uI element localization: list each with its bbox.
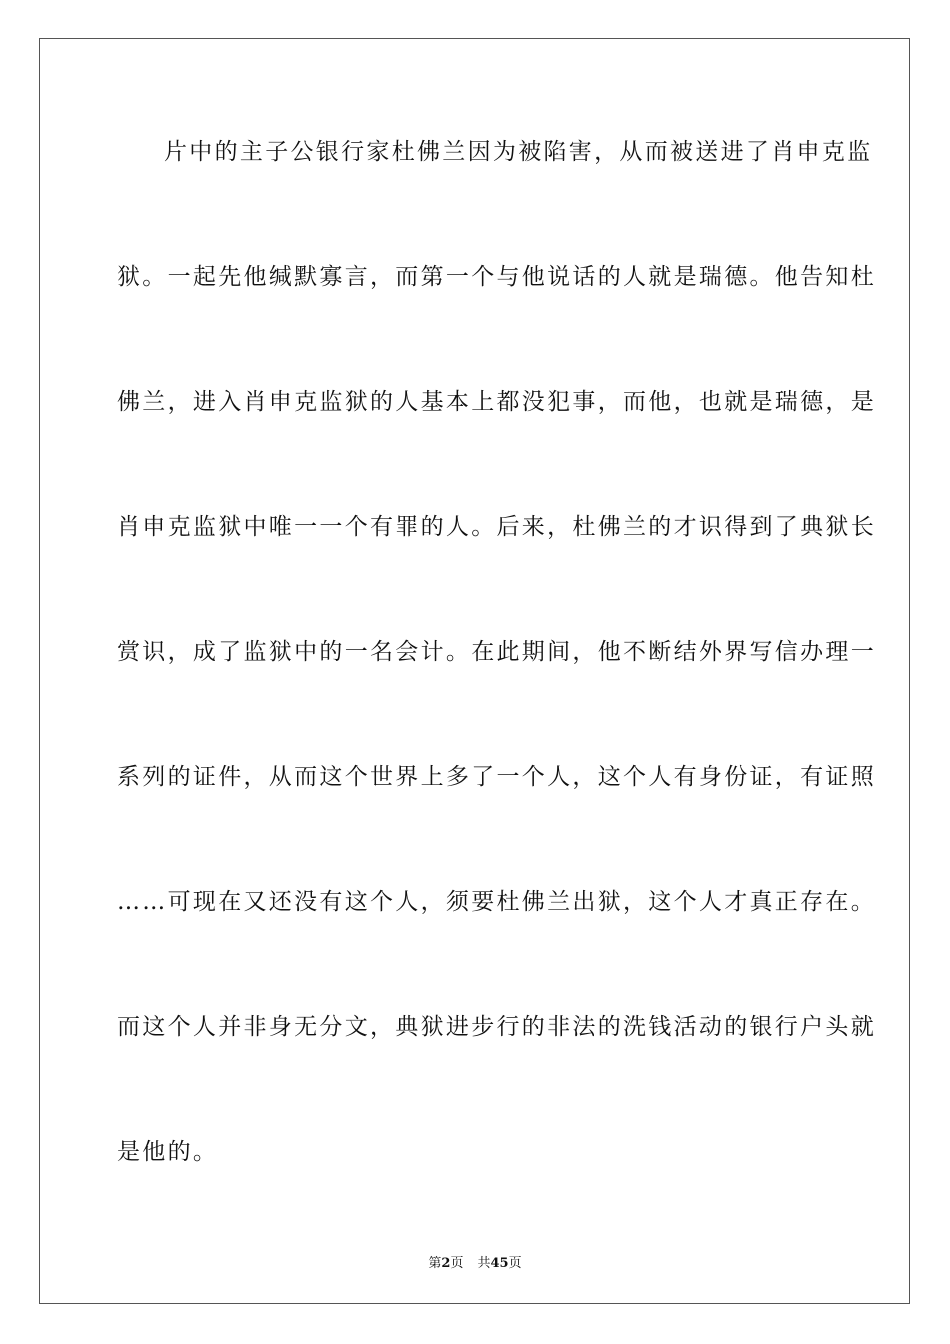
- document-body: [117, 138, 876, 1263]
- page-suffix: 页: [450, 1256, 464, 1271]
- text-line: 佛兰，进入肖申克监狱的人基本上都没犯事，而他，也就是瑞德，是: [117, 389, 876, 415]
- total-suffix: 页: [508, 1256, 522, 1271]
- text-line: 狱。一起先他缄默寡言，而第一个与他说话的人就是瑞德。他告知杜: [117, 264, 876, 290]
- page-prefix: 第: [428, 1256, 442, 1271]
- text-line: 片中的主子公银行家杜佛兰因为被陷害，从而被送进了肖申克监: [164, 139, 873, 165]
- text-line: 而这个人并非身无分文，典狱进步行的非法的洗钱活动的银行户头就: [117, 1014, 876, 1040]
- total-prefix: 共: [477, 1256, 491, 1271]
- page-number: 2: [441, 1256, 451, 1271]
- text-line: 是他的。: [117, 1139, 219, 1165]
- page-footer: [0, 1252, 950, 1271]
- text-line: 赏识，成了监狱中的一名会计。在此期间，他不断结外界写信办理一: [117, 639, 876, 665]
- total-pages: 45: [490, 1256, 509, 1271]
- text-line: 肖申克监狱中唯一一个有罪的人。后来，杜佛兰的才识得到了典狱长: [117, 514, 876, 540]
- text-line: 系列的证件，从而这个世界上多了一个人，这个人有身份证，有证照: [117, 764, 876, 790]
- text-line: ……可现在又还没有这个人，须要杜佛兰出狱，这个人才真正存在。: [117, 889, 876, 915]
